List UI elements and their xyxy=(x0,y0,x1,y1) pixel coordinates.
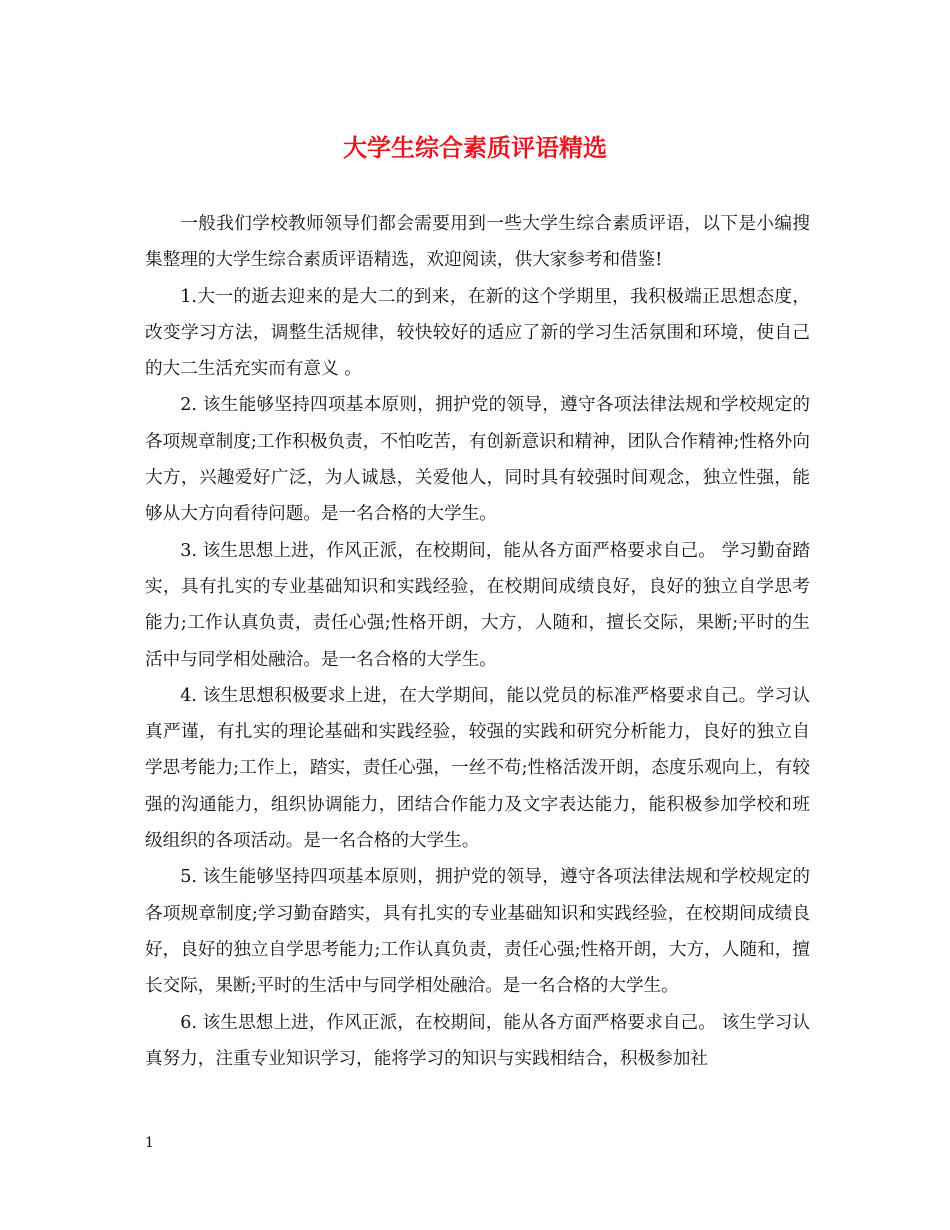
document-title: 大学生综合素质评语精选 xyxy=(343,133,607,162)
paragraph-intro: 一般我们学校教师领导们都会需要用到一些大学生综合素质评语，以下是小编搜集整理的大学生综合素质评语精选，欢迎阅读，供大家参考和借鉴! xyxy=(145,214,810,271)
paragraph-item-5: 5. 该生能够坚持四项基本原则，拥护党的领导，遵守各项法律法规和学校规定的各项规章制度;学习勤奋踏实，具有扎实的专业基础知识和实践经验，在校期间成绩良好，良好的独立自学思考能力;工作认真负责，责任心强;性格开朗，大方，人随和，擅长交际，果断;平时的生活中与同学相处融洽。是一名合格的大学生。 xyxy=(145,867,810,997)
paragraph-item-6: 6. 该生思想上进，作风正派，在校期间，能从各方面严格要求自己。 该生学习认真努力，注重专业知识学习，能将学习的知识与实践相结合，积极参加社 xyxy=(145,1012,810,1069)
paragraph-item-1: 1.大一的逝去迎来的是大二的到来，在新的这个学期里，我积极端正思想态度，改变学习方法，调整生活规律，较快较好的适应了新的学习生活氛围和环境，使自己的大二生活充实而有意义 。 xyxy=(145,286,810,380)
paragraph-item-2: 2. 该生能够坚持四项基本原则，拥护党的领导，遵守各项法律法规和学校规定的各项规章制度;工作积极负责，不怕吃苦，有创新意识和精神，团队合作精神;性格外向大方，兴趣爱好广泛，为人诚恳，关爱他人，同时具有较强时间观念，独立性强，能够从大方向看待问题。是一名合格的大学生。 xyxy=(145,395,810,525)
document-body xyxy=(145,206,810,1077)
paragraph-item-4: 4. 该生思想积极要求上进，在大学期间，能以党员的标准严格要求自己。学习认真严谨，有扎实的理论基础和实践经验，较强的实践和研究分析能力，良好的独立自学思考能力;工作上，踏实，责任心强，一丝不苟;性格活泼开朗，态度乐观向上，有较强的沟通能力，组织协调能力，团结合作能力及文字表达能力，能积极参加学校和班级组织的各项活动。是一名合格的大学生。 xyxy=(145,685,810,852)
paragraph-item-3: 3. 该生思想上进，作风正派，在校期间，能从各方面严格要求自己。 学习勤奋踏实，具有扎实的专业基础知识和实践经验，在校期间成绩良好，良好的独立自学思考能力;工作认真负责，责任心强;性格开朗，大方，人随和，擅长交际，果断;平时的生活中与同学相处融洽。是一名合格的大学生。 xyxy=(145,540,810,670)
page-number: 1 xyxy=(145,1135,154,1151)
